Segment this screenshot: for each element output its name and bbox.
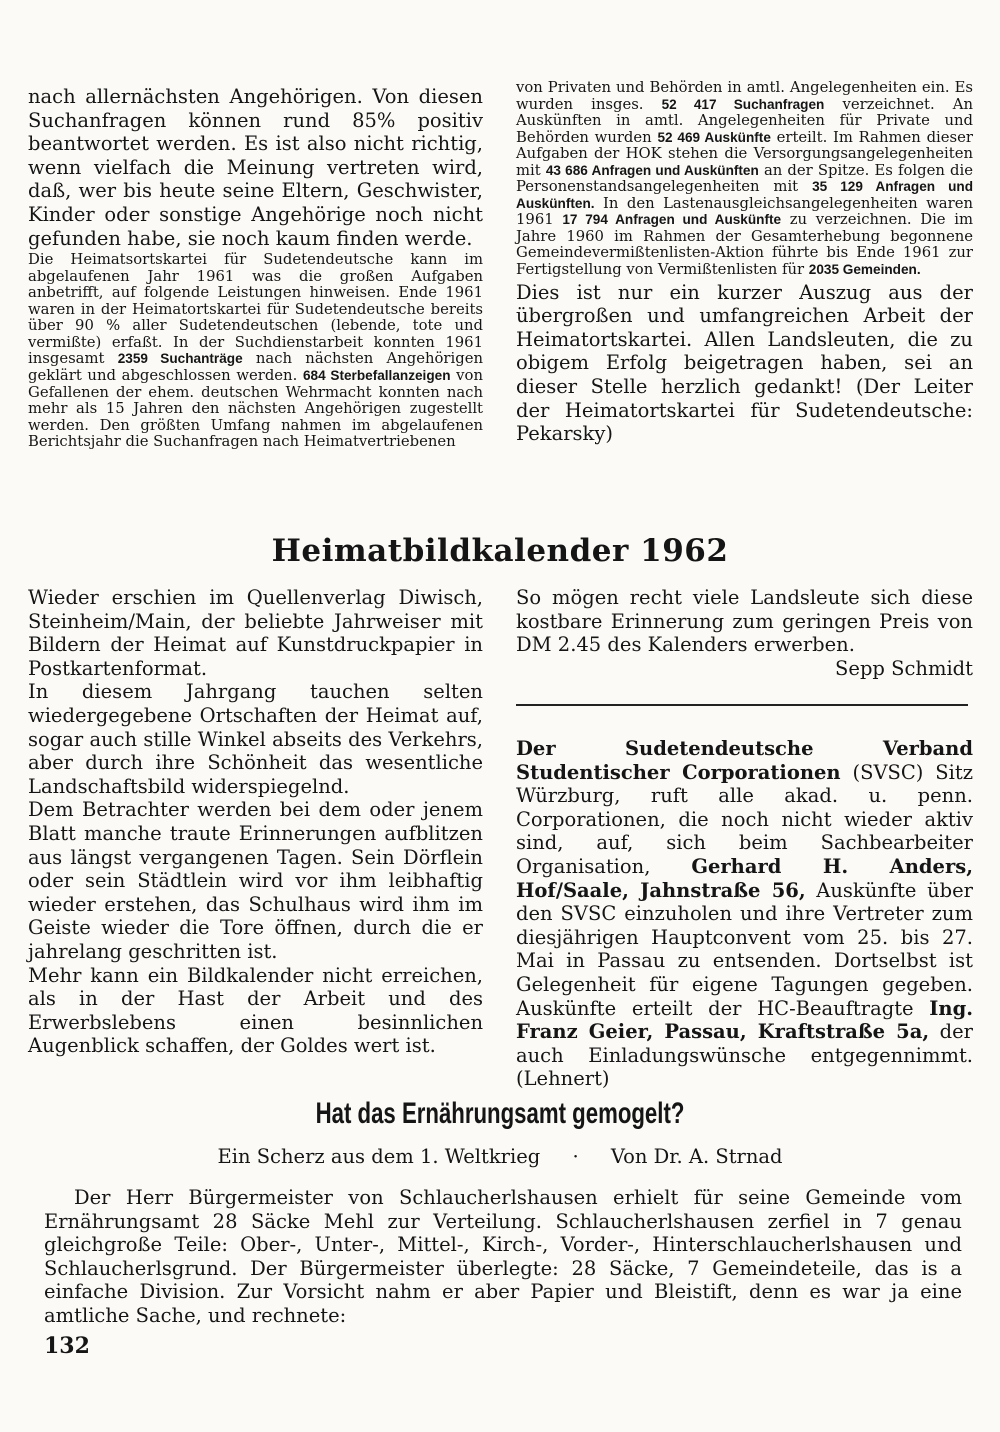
text-run: Die Heimatsortskartei für Sudetendeutsche kann im abgelaufenen Jahr 1961 was die großen Aufgaben anbetrifft, auf folgende Leistungen hinweisen. Ende 1961 waren in der Heimatortskartei für Sudetendeutsche bereits über 90 % aller Sudetendeutschen (lebende, tote und vermißte) erfaßt. In der Suchdienstarbeit konnten 1961 insgesamt <box>28 251 483 368</box>
text-run: In den Lastenausgleichsangelegenheiten waren 1961 <box>516 194 973 229</box>
bold-name: Der Sudetendeutsche Verband Studentischer Corporationen <box>516 737 973 784</box>
page-number: 132 <box>44 1333 90 1359</box>
text-run: der auch Einladungswünsche entgegennimmt. (Lehnert) <box>516 1020 973 1091</box>
subtitle-right: Von Dr. A. Strnad <box>610 1145 783 1168</box>
hok-statistics-paragraph <box>516 80 973 279</box>
scherz-heading: Hat das Ernährungsamt gemogelt? <box>315 1097 685 1130</box>
text-run: von Privaten und Behörden in amtl. Angelegenheiten ein. Es wurden insges. <box>516 79 973 113</box>
text-run: (SVSC) Sitz Würzburg, ruft alle akad. u. penn. Corporationen, die noch nicht wieder aktiv sind, auf, sich beim Sachbearbeiter Organisation, <box>516 760 973 878</box>
bold-figure: 35 129 Anfragen und Auskünften. <box>516 179 974 211</box>
section-divider <box>516 704 968 706</box>
kalender-heading: Heimatbildkalender 1962 <box>271 533 729 569</box>
top-left-column <box>28 85 483 451</box>
scherz-subtitle <box>0 1145 1000 1169</box>
bold-figure: 17 794 Anfragen und Auskünfte <box>562 212 782 228</box>
top-left-paragraph: nach allernächsten Angehörigen. Von diesen Suchanfragen können rund 85% positiv beantwortet werden. Es ist also nicht richtig, wenn vielfach die Meinung vertreten wird, daß, wer bis heute seine Eltern, Geschwister, Kinder oder sonstige Angehörige noch nicht gefunden habe, sie noch kaum finden werde. <box>28 85 483 250</box>
text-run: erteilt. Im Rahmen dieser Aufgaben der HOK stehen die Versorgungsangelegenheiten mit <box>516 128 973 179</box>
text-run: von Gefallenen der ehem. deutschen Wehrmacht konnten nach mehr als 15 Jahren den nächsten Angehörigen zugestellt werden. Den größten Umfang nahmen im abgelaufenen Berichtsjahr die Suchanfragen nach Heimatvertriebenen <box>28 366 483 451</box>
kalender-paragraph: So mögen recht viele Landsleute sich diese kostbare Erinnerung zum geringen Preis von DM 2.45 des Kalenders erwerben. <box>516 586 973 657</box>
top-right-column <box>516 80 973 446</box>
subtitle-left: Ein Scherz aus dem 1. Weltkrieg <box>217 1145 541 1168</box>
kalender-left-column <box>28 586 483 1058</box>
text-run: verzeichnet. An Auskünften in amtl. Angelegenheiten für Private und Behörden wurden <box>516 95 973 146</box>
bold-figure: 2359 Suchanträge <box>117 351 243 367</box>
kalender-paragraph: Mehr kann ein Bildkalender nicht erreichen, als in der Hast der Arbeit und des Erwerbslebens einen besinnlichen Augenblick schaffen, der Goldes wert ist. <box>28 963 483 1058</box>
closing-paragraph: Dies ist nur ein kurzer Auszug aus der übergroßen und umfangreichen Arbeit der Heimatortskartei. Allen Landsleuten, die zu obigem Erfolg beigetragen haben, sei an dieser Stelle herzlich gedankt! (Der Leiter der Heimatortskartei für Sudetendeutsche: Pekarsky) <box>516 280 973 446</box>
bold-address: Gerhard H. Anders, Hof/Saale, Jahnstraße 56, <box>516 854 974 902</box>
kalender-paragraph: Dem Betrachter werden bei dem oder jenem Blatt manche traute Erinnerungen aufblitzen aus längst vergangenen Tagen. Sein Dörflein oder sein Städtlein wird vor ihm leibhaftig wieder erstehen, das Schulhaus wird ihm im Geiste wieder die Tore öffnen, durch die er jahrelang geschritten ist. <box>28 798 483 963</box>
bold-figure: 2035 Gemeinden. <box>808 262 921 278</box>
bold-figure: 52 469 Auskünfte <box>657 129 771 145</box>
bold-address: Ing. Franz Geier, Passau, Kraftstraße 5a, <box>516 996 974 1044</box>
text-run: Auskünfte über den SVSC einzuholen und ihre Vertreter zum diesjährigen Hauptconvent vom 25. bis 27. Mai in Passau zu entsenden. Dortselbst ist Gelegenheit für eigene Tagungen gegeben. Auskünfte erteilt der HC-Beauftragte <box>516 878 974 1020</box>
text-run: zu verzeichnen. Die im Jahre 1960 im Rahmen der Gesamterhebung begonnene Gemeindevermißtenlisten-Aktion führte bis Ende 1961 zur Fertigstellung von Vermißtenlisten für <box>516 211 973 279</box>
scherz-paragraph: Der Herr Bürgermeister von Schlaucherlshausen erhielt für seine Gemeinde vom Ernährungsamt 28 Säcke Mehl zur Verteilung. Schlaucherlshausen zerfiel in 7 genau gleichgroße Teile: Ober-, Unter-, Mittel-, Kirch-, Vorder-, Hinterschlaucherlshausen und Schlaucherlsgrund. Der Bürgermeister überlegte: 28 Säcke, 7 Gemeindeteile, das is a einfache Division. Zur Vorsicht nahm er aber Papier und Bleistift, denn es war ja eine amtliche Sache, und rechnete: <box>44 1186 962 1327</box>
text-run: nach nächsten Angehörigen geklärt und abgeschlossen werden. <box>28 350 483 384</box>
author-signature: Sepp Schmidt <box>835 656 973 680</box>
bold-figure: 684 Sterbefallanzeigen <box>302 367 451 383</box>
kalender-paragraph: In diesem Jahrgang tauchen selten wiedergegebene Ortschaften der Heimat auf, sogar auch stille Winkel abseits des Verkehrs, aber durch ihre Schönheit das wesentliche Landschaftsbild widerspiegelnd. <box>28 680 483 798</box>
scherz-body <box>44 1186 962 1328</box>
subtitle-separator: · <box>572 1145 579 1168</box>
text-run: an der Spitze. Es folgen die Personenstandsangelegenheiten mit <box>516 161 973 196</box>
svsc-notice <box>516 737 973 1091</box>
svsc-paragraph <box>516 737 973 1091</box>
bold-figure: 52 417 Suchanfragen <box>661 96 825 112</box>
bold-figure: 43 686 Anfragen und Auskünften <box>545 162 759 178</box>
kalender-right-column <box>516 586 973 680</box>
kalender-paragraph: Wieder erschien im Quellenverlag Diwisch, Steinheim/Main, der beliebte Jahrweiser mit Bildern der Heimat auf Kunstdruckpapier in Postkartenformat. <box>28 586 483 680</box>
hok-report-paragraph <box>28 252 483 451</box>
